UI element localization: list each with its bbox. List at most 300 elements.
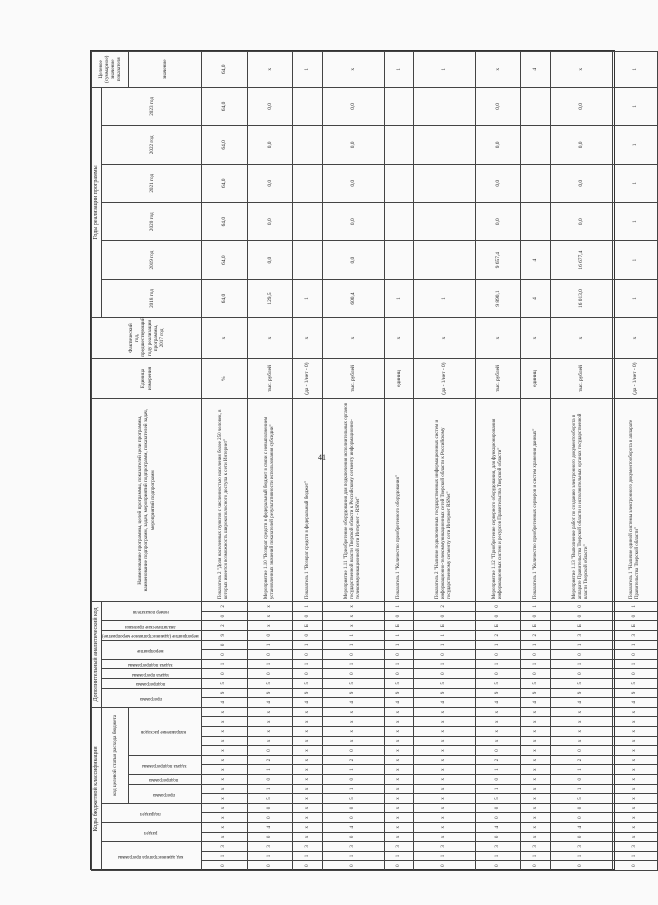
header-kbk: Коды бюджетной классификации [92,707,102,870]
header-kbk-admin: код администратора программы [102,842,202,871]
table-row [612,52,658,871]
code-digit: 3 [521,842,551,852]
code-digit: 9 [521,688,551,698]
code-digit: 1 [247,765,293,775]
code-digit: х [521,755,551,765]
row-value-v2022: 1 [612,126,658,164]
code-digit: х [293,794,323,804]
row-value-v2023: 0,0 [247,87,293,126]
code-digit: 1 [322,640,384,650]
code-digit: 0 [322,775,384,785]
row-value-v2018: 1 [414,279,476,317]
table-row [475,52,521,871]
code-digit: 0 [322,832,384,842]
row-value-v2019: 0,0 [322,241,384,279]
code-digit: х [202,736,248,746]
code-digit: х [414,736,476,746]
row-value-v2020: 0,0 [475,202,521,240]
code-digit: 1 [414,640,476,650]
code-digit: 1 [322,765,384,775]
row-value-v2021: 0,0 [475,164,521,202]
code-digit: х [612,755,658,765]
code-digit: х [322,727,384,737]
code-digit: 3 [550,631,612,641]
row-unit: единиц [384,358,414,399]
header-dak-event-type: мероприятие (административное мероприятие) [102,631,202,641]
code-digit: 3 [384,842,414,852]
code-digit: 5 [612,679,658,689]
code-digit: 4 [550,698,612,708]
table-row [247,52,293,871]
code-digit: х [322,707,384,717]
code-digit: х [521,823,551,833]
table-row [384,52,414,871]
code-digit: х [521,717,551,727]
program-table-rotated [91,51,640,871]
code-digit: 3 [293,842,323,852]
header-2019: 2019 год [102,241,202,279]
code-digit: х [322,717,384,727]
code-digit: 5 [414,679,476,689]
row-value-v2022: 0,0 [550,126,612,164]
code-digit: х [612,803,658,813]
code-digit: х [247,707,293,717]
row-fact: х [293,318,323,359]
code-digit: х [322,621,384,631]
code-digit: 1 [293,602,323,612]
code-digit: 0 [612,861,658,871]
table-row [521,52,551,871]
code-digit: 0 [612,650,658,660]
code-digit: 1 [322,851,384,861]
code-digit: 1 [521,640,551,650]
code-digit: 9 [475,688,521,698]
row-unit: единиц [521,358,551,399]
header-name: Наименование программы, целей программы, показателей цели программы, наименование подпрограмм, задач, мероприятий подпрограмм, показателей задач, мероприятий подпрограмм [92,399,202,602]
page-number: 41 [318,453,326,462]
row-value-v2018: 9 890,1 [475,279,521,317]
code-digit: 1 [550,851,612,861]
code-digit: х [414,765,476,775]
program-table [91,51,658,871]
code-digit: 1 [247,640,293,650]
row-name: Мероприятие 1.12 "Приобретение серверного оборудования, для функционирования информационных систем и ресурсов Правительства Тверской области" [475,399,521,602]
code-digit: 5 [202,679,248,689]
code-digit: Б [521,621,551,631]
row-value-v2023 [293,87,323,126]
code-digit: х [247,602,293,612]
code-digit: 1 [550,784,612,794]
code-digit: 1 [322,631,384,641]
code-digit: 0 [202,861,248,871]
code-digit: 0 [322,650,384,660]
code-digit: 4 [293,698,323,708]
code-digit: 5 [521,679,551,689]
header-unit: Единица измерения [92,358,202,399]
code-digit: 1 [475,659,521,669]
code-digit: 4 [322,698,384,708]
code-digit: х [384,736,414,746]
code-digit: 0 [550,775,612,785]
code-digit: х [414,775,476,785]
code-digit: 1 [384,851,414,861]
code-digit: х [247,611,293,621]
code-digit: 5 [550,794,612,804]
row-value-v2022 [293,126,323,164]
header-2021: 2021 год [102,164,202,202]
code-digit: х [322,602,384,612]
code-digit: х [384,707,414,717]
code-digit: х [322,611,384,621]
row-value-v2019: 4 [521,241,551,279]
row-value-v2019: 1 [612,241,658,279]
code-digit: х [414,803,476,813]
header-dak-subprogram: подпрограмма [102,679,202,689]
code-digit: 1 [384,631,414,641]
code-digit: х [414,707,476,717]
code-digit: х [384,832,414,842]
code-digit: 0 [521,611,551,621]
row-name: Показатель 2 "Наличие подключенных государственных информационных систем и информационно-телекоммуникационных сетей Тверской области к Российскому государственному сегменту сети Интернет RSNet" [414,399,476,602]
code-digit: 0 [475,669,521,679]
code-digit: 1 [550,659,612,669]
code-digit: 0 [414,650,476,660]
header-kbk-csr: код целевой статьи расхода бюджета [102,707,129,803]
code-digit: 5 [322,679,384,689]
code-digit: 1 [475,784,521,794]
code-digit: 1 [475,851,521,861]
code-digit: 0 [475,832,521,842]
code-digit: 0 [384,669,414,679]
header-2022: 2022 год [102,126,202,164]
header-kbk-subsection: подраздел [102,803,202,822]
code-digit: х [293,755,323,765]
row-fact: х [521,318,551,359]
code-digit: 1 [247,784,293,794]
code-digit: х [202,727,248,737]
table-row [293,52,323,871]
code-digit: 9 [293,688,323,698]
code-digit: 4 [247,823,293,833]
row-value-v2019 [293,241,323,279]
code-digit: х [612,823,658,833]
code-digit: 4 [247,698,293,708]
row-value-v2019 [414,241,476,279]
code-digit: х [384,823,414,833]
row-name: Показатель 1 "Количество приобретенного оборудования" [384,399,414,602]
code-digit: 0 [550,650,612,660]
code-digit: 0 [202,640,248,650]
row-value-v2021: 0,0 [550,164,612,202]
row-value-v2020 [384,202,414,240]
row-unit: тыс. рублей [322,358,384,399]
code-digit: 5 [247,679,293,689]
header-target: Целевое (суммарное) значение показателя [92,52,129,88]
code-digit: х [521,784,551,794]
code-digit: х [247,736,293,746]
table-row [322,52,384,871]
code-digit: х [384,727,414,737]
code-digit: 1 [293,659,323,669]
code-digit: 9 [414,688,476,698]
row-name: Показатель 1 "Наличие единой системы электронного документооборота в аппарате Правительства Тверской области" [612,399,658,602]
code-digit: 2 [521,631,551,641]
code-digit: 0 [521,669,551,679]
code-digit: 0 [550,746,612,756]
code-digit: х [414,717,476,727]
row-name: Мероприятие 1.11 "Приобретение оборудования для подключения исполнительных органов государственной власти Тверской области к Российскому сегменту информационно-телекоммуникационной сети Интернет - RSNet" [322,399,384,602]
code-digit: 0 [550,669,612,679]
header-dak-number: номер показателя [102,602,202,621]
code-digit: х [521,775,551,785]
code-digit: х [414,832,476,842]
code-digit: 0 [550,611,612,621]
header-dak-task-program: задача программы [102,669,202,679]
table-row [550,52,612,871]
code-digit: х [384,717,414,727]
row-value-v2020: 64,0 [202,202,248,240]
row-value-v2022 [521,126,551,164]
code-digit: 4 [475,698,521,708]
code-digit: 0 [247,631,293,641]
code-digit: 1 [414,659,476,669]
header-fact: Фактический год, предшествующий году реализации программы, 2017 год [92,318,202,359]
code-digit: х [521,803,551,813]
code-digit: 5 [247,794,293,804]
code-digit: 1 [612,640,658,650]
code-digit: 0 [247,669,293,679]
code-digit: 0 [414,861,476,871]
code-digit: 0 [414,611,476,621]
code-digit: 1 [293,640,323,650]
row-value-v2020: 0,0 [550,202,612,240]
code-digit: 9 [247,688,293,698]
code-digit: 4 [521,698,551,708]
row-value-v2022 [414,126,476,164]
row-value-v2021: 0,0 [322,164,384,202]
code-digit: х [550,727,612,737]
table-header [92,52,202,871]
row-value-v2018: 64,0 [202,279,248,317]
row-value-v2023: 0,0 [322,87,384,126]
code-digit: 0 [247,803,293,813]
row-value-v2021 [414,164,476,202]
code-digit: х [247,727,293,737]
code-digit: 0 [475,861,521,871]
code-digit: х [202,775,248,785]
code-digit: 3 [550,842,612,852]
code-digit: х [521,746,551,756]
code-digit: 0 [293,631,323,641]
code-digit: 2 [414,602,476,612]
code-digit: 0 [414,669,476,679]
code-digit: х [612,832,658,842]
code-digit: х [414,794,476,804]
code-digit: 0 [202,611,248,621]
table-row [202,52,248,871]
code-digit: х [521,736,551,746]
code-digit: 0 [293,611,323,621]
code-digit: х [521,765,551,775]
code-digit: х [202,832,248,842]
code-digit: х [612,707,658,717]
code-digit: 4 [550,823,612,833]
row-value-v2019 [384,241,414,279]
row-value-v2020: 1 [612,202,658,240]
code-digit: 1 [521,659,551,669]
code-digit: 0 [475,602,521,612]
row-value-v2023: 64,0 [202,87,248,126]
row-unit: тыс. рублей [475,358,521,399]
code-digit: 2 [202,602,248,612]
code-digit: 4 [202,698,248,708]
code-digit: 2 [202,621,248,631]
code-digit: х [521,794,551,804]
code-digit: 0 [384,650,414,660]
code-digit: х [293,746,323,756]
code-digit: 0 [247,650,293,660]
code-digit: 1 [475,765,521,775]
code-digit: 0 [247,746,293,756]
code-digit: х [247,621,293,631]
header-target-value: значение [129,52,202,88]
code-digit: х [384,765,414,775]
code-digit: 1 [247,659,293,669]
code-digit: 0 [322,813,384,823]
code-digit: 0 [521,650,551,660]
code-digit: 1 [384,640,414,650]
code-digit: 0 [293,650,323,660]
row-value-v2018: 600,4 [322,279,384,317]
row-value-target: 1 [384,52,414,88]
row-value-target: 1 [612,52,658,88]
row-value-v2022: 0,0 [475,126,521,164]
code-digit: х [414,813,476,823]
code-digit: 3 [475,842,521,852]
row-unit: % [202,358,248,399]
code-digit: 5 [475,794,521,804]
header-2020: 2020 год [102,202,202,240]
code-digit: х [293,813,323,823]
code-digit: 1 [414,631,476,641]
row-unit: тыс. рублей [550,358,612,399]
row-value-v2021 [293,164,323,202]
code-digit: 0 [384,861,414,871]
header-dak-program: программа [102,688,202,707]
header-years: Годы реализации программы [92,87,102,318]
code-digit: 5 [475,679,521,689]
header-kbk-subprogram: подпрограмма [129,775,202,785]
code-digit: 0 [550,803,612,813]
row-value-v2022 [384,126,414,164]
code-digit: 9 [202,631,248,641]
row-value-v2019: 0,0 [247,241,293,279]
code-digit: х [202,813,248,823]
code-digit: 0 [322,861,384,871]
row-unit: (да - 1/нет - 0) [414,358,476,399]
code-digit: х [384,775,414,785]
code-digit: 4 [475,823,521,833]
row-value-v2021: 64,0 [202,164,248,202]
code-digit: 5 [550,679,612,689]
code-digit: 0 [612,669,658,679]
code-digit: 0 [550,832,612,842]
code-digit: 5 [322,794,384,804]
code-digit: х [202,746,248,756]
row-name: Показатель 1 "Количество приобретенных серверов и систем хранения данных" [521,399,551,602]
code-digit: х [612,727,658,737]
code-digit: 1 [414,851,476,861]
code-digit: х [612,775,658,785]
row-unit: (да - 1/нет - 0) [293,358,323,399]
row-fact: х [384,318,414,359]
code-digit: 0 [202,650,248,660]
row-value-v2021: 0,0 [247,164,293,202]
header-dak-task-subprogram: задача подпрограммы [102,659,202,669]
code-digit: Б [293,621,323,631]
code-digit: х [384,794,414,804]
code-digit: х [414,746,476,756]
code-digit: х [293,775,323,785]
code-digit: Б [550,621,612,631]
code-digit: 0 [475,650,521,660]
code-digit: 5 [293,679,323,689]
code-digit: 0 [475,746,521,756]
code-digit: х [521,707,551,717]
code-digit: Б [612,621,658,631]
code-digit: 5 [384,679,414,689]
row-value-v2019: 64,0 [202,241,248,279]
row-value-v2023: 0,0 [550,87,612,126]
row-value-v2023 [384,87,414,126]
code-digit: 2 [550,755,612,765]
row-fact: х [414,318,476,359]
row-value-v2018: 1 [612,279,658,317]
code-digit: 1 [293,851,323,861]
code-digit: х [202,784,248,794]
header-dak: Дополнительный аналитический код [92,602,102,708]
row-name: Показатель 2 "Доля населенных пунктов с численностью населения более 250 человек, в которых имеется возможность широкополосного доступа к сети Интернет" [202,399,248,602]
row-value-target: х [322,52,384,88]
row-fact: х [550,318,612,359]
code-digit: х [475,717,521,727]
row-value-v2018: 1 [384,279,414,317]
code-digit: х [293,803,323,813]
code-digit: 0 [322,746,384,756]
code-digit: Б [475,621,521,631]
code-digit: х [293,736,323,746]
code-digit: 4 [414,698,476,708]
header-kbk-section: раздел [102,823,202,842]
code-digit: х [293,707,323,717]
row-value-v2020 [414,202,476,240]
code-digit: х [475,707,521,717]
code-digit: 1 [612,659,658,669]
code-digit: х [202,803,248,813]
row-value-v2020: 0,0 [322,202,384,240]
row-value-v2021: 1 [612,164,658,202]
code-digit: х [293,765,323,775]
code-digit: х [293,784,323,794]
code-digit: х [384,746,414,756]
header-2023: 2023 год [102,87,202,126]
code-digit: х [550,736,612,746]
header-dak-analytic: аналитические признаки [102,621,202,631]
code-digit: 1 [612,851,658,861]
code-digit: 0 [322,803,384,813]
row-fact: х [247,318,293,359]
code-digit: 1 [202,659,248,669]
